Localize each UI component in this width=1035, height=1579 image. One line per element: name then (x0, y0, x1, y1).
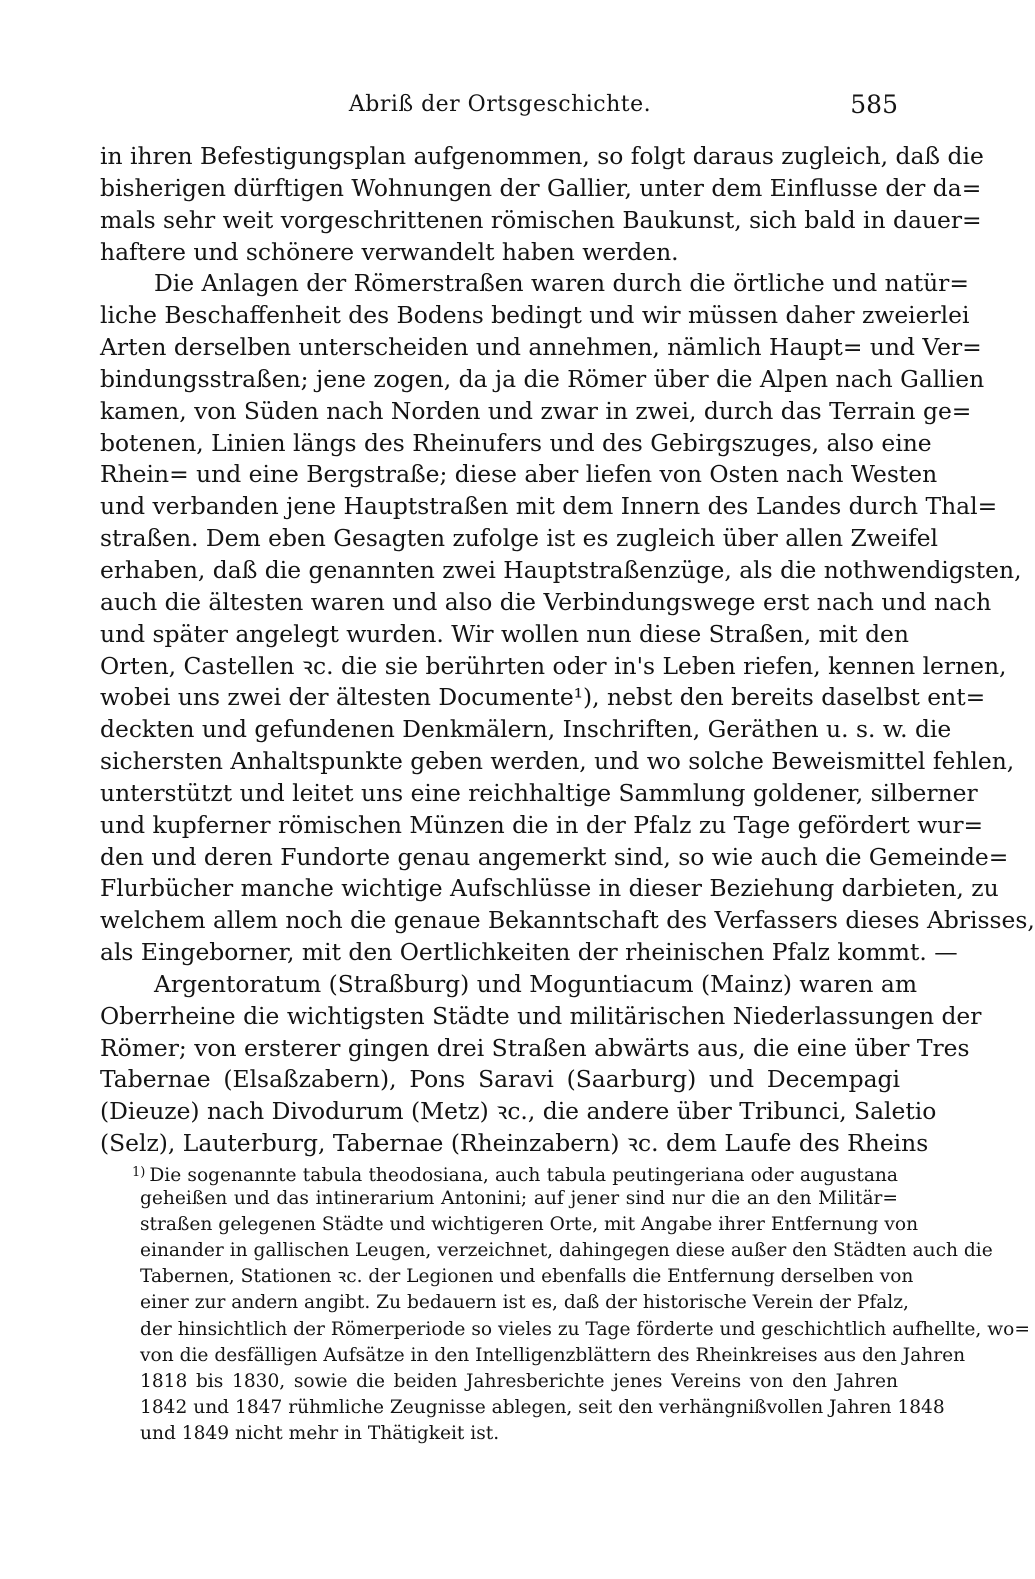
footnote-line: Tabernen, Stationen ꝛc. der Legionen und ebenfalls die Entfernung derselben von (140, 1266, 914, 1288)
text-line: erhaben, daß die genannten zwei Hauptstraßenzüge, als die nothwendigsten, (100, 555, 1022, 584)
text-line: Orten, Castellen ꝛc. die sie berührten oder in's Leben riefen, kennen lernen, (100, 651, 1007, 680)
text-line: und verbanden jene Hauptstraßen mit dem Innern des Landes durch Thal= (100, 492, 998, 521)
text-line: bisherigen dürftigen Wohnungen der Gallier, unter dem Einflusse der da= (100, 173, 982, 202)
footnote-line: 1842 und 1847 rühmliche Zeugnisse ablegen, seit den verhängnißvollen Jahren 1848 (140, 1396, 945, 1418)
footnote-line (132, 1160, 898, 1186)
footnote-line: der hinsichtlich der Römerperiode so vieles zu Tage förderte und geschichtlich aufhellte, wo= (140, 1318, 1030, 1340)
text-line: botenen, Linien längs des Rheinufers und des Gebirgszuges, also eine (100, 428, 932, 457)
text-line: als Eingeborner, mit den Oertlichkeiten der rheinischen Pfalz kommt. — (100, 938, 958, 967)
text-line: (Dieuze) nach Divodurum (Metz) ꝛc., die andere über Tribunci, Saletio (100, 1097, 937, 1126)
text-line: Römer; von ersterer gingen drei Straßen abwärts aus, die eine über Tres (100, 1033, 970, 1062)
text-line: deckten und gefundenen Denkmälern, Inschriften, Geräthen u. s. w. die (100, 715, 952, 744)
text-line: haftere und schönere verwandelt haben werden. (100, 237, 679, 266)
text-line: Arten derselben unterscheiden und annehmen, nämlich Haupt= und Ver= (100, 333, 982, 362)
text-line: auch die ältesten waren und also die Verbindungswege erst nach und nach (100, 587, 992, 616)
page-header (100, 92, 900, 124)
text-line: Argentoratum (Straßburg) und Moguntiacum (Mainz) waren am (154, 969, 918, 998)
text-line: Flurbücher manche wichtige Aufschlüsse in dieser Beziehung darbieten, zu (100, 874, 999, 903)
footnote-line: geheißen und das intinerarium Antonini; auf jener sind nur die an den Militär= (140, 1188, 898, 1210)
running-title: Abriß der Ortsgeschichte. (348, 92, 652, 117)
footnote-line: 1818 bis 1830, sowie die beiden Jahresberichte jenes Vereins von den Jahren (140, 1370, 898, 1392)
text-line: straßen. Dem eben Gesagten zufolge ist es zugleich über allen Zweifel (100, 524, 939, 553)
text-line: liche Beschaffenheit des Bodens bedingt und wir müssen daher zweierlei (100, 301, 970, 330)
text-line: mals sehr weit vorgeschrittenen römischen Baukunst, sich bald in dauer= (100, 205, 982, 234)
footnote-line: und 1849 nicht mehr in Thätigkeit ist. (140, 1422, 500, 1444)
footnote-marker: 1) (132, 1165, 146, 1180)
footnote-text: Die sogenannte tabula theodosiana, auch tabula peutingeriana oder augustana (149, 1165, 898, 1186)
text-line: unterstützt und leitet uns eine reichhaltige Sammlung goldener, silberner (100, 778, 978, 807)
footnote-line: einander in gallischen Leugen, verzeichnet, dahingegen diese außer den Städten auch die (140, 1240, 993, 1262)
footnote-line: straßen gelegenen Städte und wichtigeren Orte, mit Angabe ihrer Entfernung von (140, 1214, 919, 1236)
text-line: Tabernae (Elsaßzabern), Pons Saravi (Saarburg) und Decempagi (100, 1065, 900, 1094)
footnote-line: einer zur andern angibt. Zu bedauern ist es, daß der historische Verein der Pfalz, (140, 1292, 909, 1314)
text-line: und kupferner römischen Münzen die in der Pfalz zu Tage gefördert wur= (100, 810, 984, 839)
text-line: den und deren Fundorte genau angemerkt sind, so wie auch die Gemeinde= (100, 842, 1009, 871)
text-line: (Selz), Lauterburg, Tabernae (Rheinzabern) ꝛc. dem Laufe des Rheins (100, 1129, 929, 1158)
text-line: kamen, von Süden nach Norden und zwar in zwei, durch das Terrain ge= (100, 396, 972, 425)
text-line: bindungsstraßen; jene zogen, da ja die Römer über die Alpen nach Gallien (100, 364, 985, 393)
text-line: welchem allem noch die genaue Bekanntschaft des Verfassers dieses Abrisses, (100, 906, 1035, 935)
text-line: und später angelegt wurden. Wir wollen nun diese Straßen, mit den (100, 619, 909, 648)
footnote-line: von die desfälligen Aufsätze in den Intelligenzblättern des Rheinkreises aus den Jahren (140, 1344, 966, 1366)
text-line: sichersten Anhaltspunkte geben werden, und wo solche Beweismittel fehlen, (100, 747, 1015, 776)
page-number: 585 (850, 90, 898, 119)
body-text (100, 141, 1035, 1160)
text-line: in ihren Befestigungsplan aufgenommen, so folgt daraus zugleich, daß die (100, 142, 984, 170)
footnotes (132, 1160, 1030, 1447)
text-line: Oberrheine die wichtigsten Städte und militärischen Niederlassungen der (100, 1001, 982, 1030)
text-line: Die Anlagen der Römerstraßen waren durch die örtliche und natür= (154, 269, 969, 298)
text-line: Rhein= und eine Bergstraße; diese aber liefen von Osten nach Westen (100, 460, 938, 489)
text-line: wobei uns zwei der ältesten Documente¹), nebst den bereits daselbst ent= (100, 683, 986, 712)
